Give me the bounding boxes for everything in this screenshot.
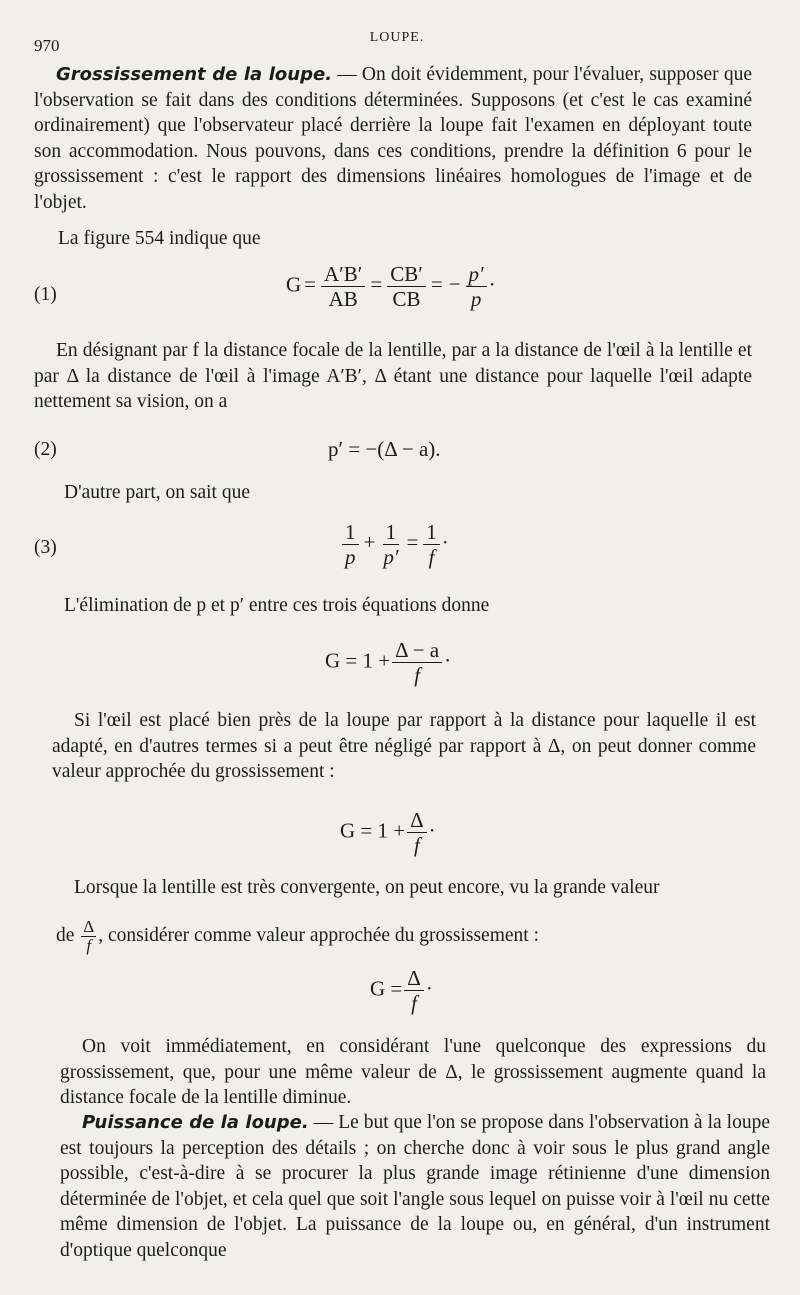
eq4-dot: · (444, 648, 452, 673)
equation-2: p′ = −(Δ − a). (328, 437, 441, 461)
para4-prefix: de (56, 924, 75, 946)
eq1-frac-c-den: p (470, 287, 482, 311)
eq1-frac-b-den: CB (392, 287, 421, 311)
eq3-frac-b-num: 1 (383, 520, 400, 545)
page-header (34, 30, 760, 55)
eq1-frac-a (321, 262, 365, 311)
eq1-minus: − (448, 272, 461, 297)
eq3-frac-c-den: f (428, 545, 435, 569)
eq1-frac-c-num: p′ (466, 262, 487, 287)
section-heading-puissance: Puissance de la loupe. (82, 1112, 309, 1133)
paragraph-on-voit: On voit immédiatement, en considérant l'une quelconque des expressions du grossissement, que, pour une même valeur de Δ, le grossissement augmente quand la distance focale de la lentille diminue. (60, 1036, 766, 1109)
eq5-frac-num: Δ (407, 808, 427, 833)
equation-6 (370, 966, 433, 1015)
paragraph-lentille-convergente-line1: Lorsque la lentille est très convergente, on peut encore, vu la grande valeur (74, 877, 660, 898)
eq1-frac-a-den: AB (328, 287, 358, 311)
paragraph-oeil-place: Si l'œil est placé bien près de la loupe par rapport à la distance pour laquelle il est adapté, en d'autres termes si a peut être négligé par rapport à Δ, on peut donner comme valeur approchée du grossissement : (52, 710, 756, 783)
eq1-frac-b-num: CB′ (387, 262, 426, 287)
eq4-frac-num: Δ − a (392, 638, 442, 663)
eq3-dot: · (441, 530, 449, 555)
section-grossissement-text: — On doit évidemment, pour l'évaluer, supposer que l'observation se fait dans des conditions déterminées. Supposons (et c'est le cas examiné ordinairement) que l'observateur placé derrière la loupe fait l'examen en déployant toute son accommodation. Nous pouvons, dans ces conditions, prendre la définition 6 pour le grossissement : c'est le rapport des dimensions linéaires homologues de l'image et de l'objet. (34, 64, 752, 213)
eq3-frac-b-den: p′ (383, 545, 399, 569)
eq5-lhs: G = 1 + (340, 818, 406, 843)
eq3-frac-c-num: 1 (423, 520, 440, 545)
equation-4 (325, 638, 451, 687)
eq6-lhs: G = (370, 976, 403, 1001)
eq1-frac-b (387, 262, 426, 311)
equation-number-2: (2) (34, 439, 57, 460)
lead-elimination: L'élimination de p et p′ entre ces trois équations donne (64, 595, 490, 616)
eq5-dot: · (428, 818, 436, 843)
eq1-g: G (286, 272, 302, 297)
equation-5 (340, 808, 436, 857)
eq3-equals: = (406, 530, 419, 555)
eq5-frac-den: f (413, 833, 420, 857)
equation-1 (286, 262, 496, 311)
eq3-plus: + (363, 530, 376, 555)
eq6-frac (404, 966, 424, 1015)
equation-number-3: (3) (34, 537, 57, 558)
paragraph-distance-focale: En désignant par f la distance focale de la lentille, par a la distance de l'œil à la lentille et par Δ la distance de l'œil à l'image A′B′, Δ étant une distance pour laquelle l'œil adapte nettement sa vision, on a (34, 340, 752, 413)
lead-figure-554: La figure 554 indique que (58, 228, 261, 249)
para4-inline-frac-num: Δ (83, 917, 95, 936)
eq3-frac-a-num: 1 (342, 520, 359, 545)
eq4-lhs: G = 1 + (325, 648, 391, 673)
lead-autre-part: D'autre part, on sait que (64, 482, 250, 503)
section-puissance-text: — Le but que l'on se propose dans l'observation à la loupe est toujours la perception des détails ; on cherche donc à voir sous le plus grand angle possible, c'est-à-dire à se procurer la plus grande image rétinienne d'une dimension déterminée de l'objet, et cela quel que soit l'angle sous lequel on puisse voir à l'œil nu cette même dimension de l'objet. La puissance de la loupe ou, en général, d'un instrument d'optique quelconque (60, 1112, 770, 1261)
eq6-frac-den: f (411, 991, 417, 1015)
eq6-dot: · (425, 976, 433, 1001)
para4-inline-frac-den: f (86, 936, 92, 955)
eq5-frac (407, 808, 427, 857)
paragraph-lentille-convergente-line2 (56, 918, 756, 955)
eq3-frac-b (380, 520, 401, 569)
section-puissance-paragraph (60, 1110, 770, 1264)
section-heading-grossissement: Grossissement de la loupe. (56, 64, 333, 85)
page-number: 970 (34, 36, 60, 55)
eq1-frac-a-num: A′B′ (321, 262, 365, 287)
eq1-frac-c (466, 262, 487, 311)
eq3-frac-c (423, 520, 440, 569)
eq3-frac-a (342, 520, 359, 569)
running-head: LOUPE. (369, 30, 425, 45)
eq4-frac-den: f (414, 663, 421, 687)
section-grossissement-paragraph (34, 62, 752, 216)
para4-suffix: , considérer comme valeur approchée du grossissement : (98, 924, 539, 946)
eq6-frac-num: Δ (404, 966, 424, 991)
eq3-frac-a-den: p (345, 545, 356, 569)
eq1-equals-b: = (370, 272, 383, 297)
para4-inline-frac (81, 918, 96, 955)
equation-3 (340, 520, 449, 569)
eq1-dot: · (488, 272, 496, 297)
eq1-equals-c: = (430, 272, 443, 297)
eq1-equals-a: = (304, 272, 317, 297)
equation-number-1: (1) (34, 284, 57, 305)
eq4-frac (392, 638, 442, 687)
